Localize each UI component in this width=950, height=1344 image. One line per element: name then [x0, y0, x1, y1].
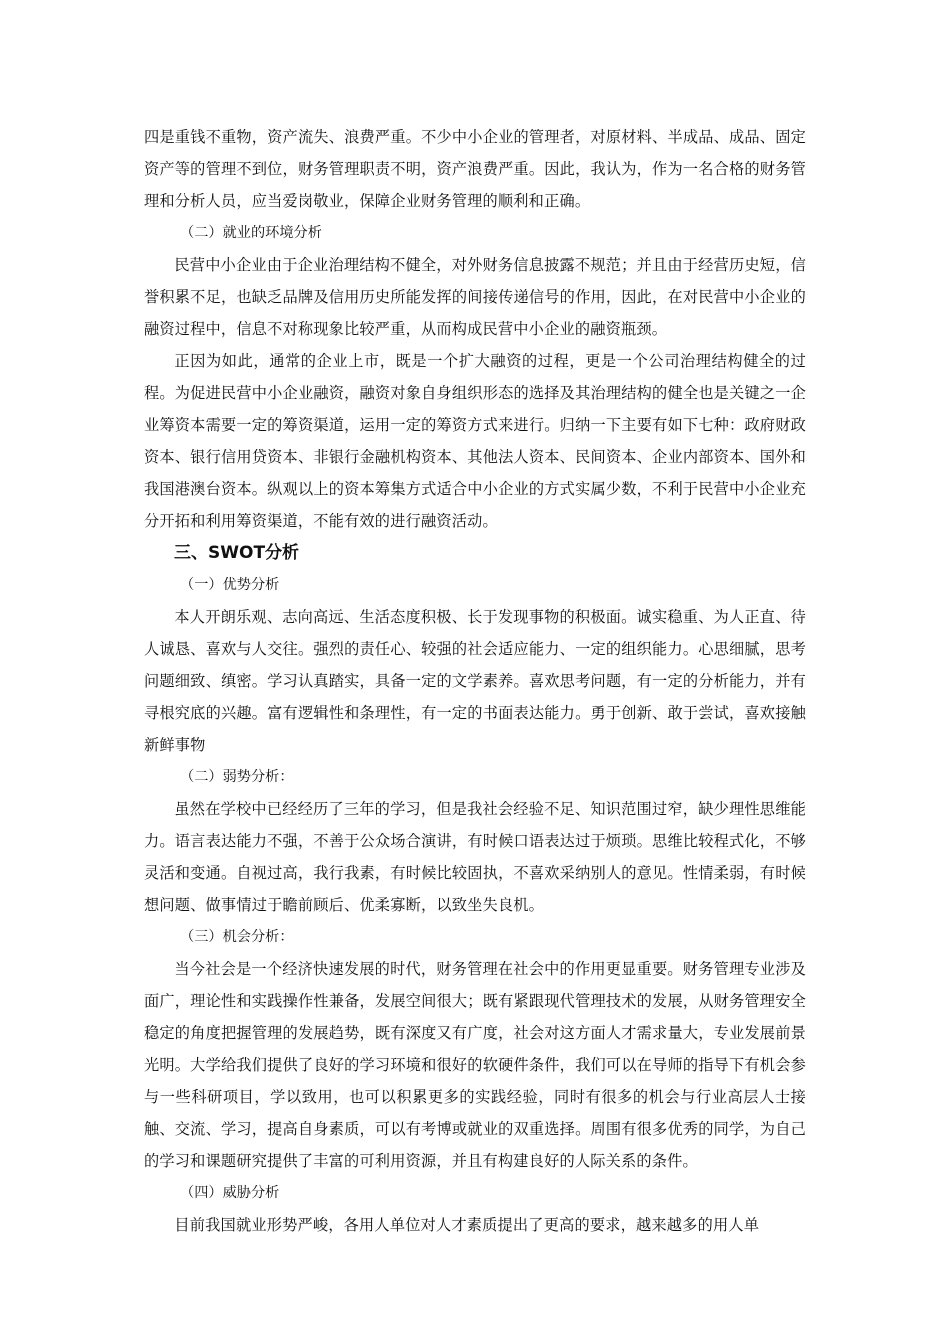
paragraph-financing-channels: 正因为如此，通常的企业上市，既是一个扩大融资的过程，更是一个公司治理结构健全的过程。为促进民营中小企业融资，融资对象自身组织形态的选择及其治理结构的健全也是关键之一企业筹资本需要一定的筹资渠道，运用一定的筹资方式来进行。归纳一下主要有如下七种：政府财政资本、银行信用贷资本、非银行金融机构资本、其他法人资本、民间资本、企业内部资本、国外和我国港澳台资本。纵观以上的资本筹集方式适合中小企业的方式实属少数，不利于民营中小企业充分开拓和利用筹资渠道，不能有效的进行融资活动。	[144, 352, 806, 530]
subheading-opportunities: （三）机会分析：	[180, 929, 294, 945]
subheading-threats: （四）威胁分析	[180, 1185, 280, 1201]
paragraph-financing-bottleneck: 民营中小企业由于企业治理结构不健全，对外财务信息披露不规范；并且由于经营历史短，信誉积累不足，也缺乏品牌及信用历史所能发挥的间接传递信号的作用，因此，在对民营中小企业的融资过程中，信息不对称现象比较严重，从而构成民营中小企业的融资瓶颈。	[144, 256, 806, 338]
section-heading-swot: 三、SWOT分析	[174, 543, 300, 563]
paragraph-opportunities: 当今社会是一个经济快速发展的时代，财务管理在社会中的作用更显重要。财务管理专业涉及面广，理论性和实践操作性兼备，发展空间很大；既有紧跟现代管理技术的发展，从财务管理安全稳定的角度把握管理的发展趋势，既有深度又有广度，社会对这方面人才需求量大，专业发展前景光明。大学给我们提供了良好的学习环境和很好的软硬件条件，我们可以在导师的指导下有机会参与一些科研项目，学以致用，也可以积累更多的实践经验，同时有很多的机会与行业高层人士接触、交流、学习，提高自身素质，可以有考博或就业的双重选择。周围有很多优秀的同学，为自己的学习和课题研究提供了丰富的可利用资源，并且有构建良好的人际关系的条件。	[144, 960, 806, 1170]
paragraph-weaknesses: 虽然在学校中已经经历了三年的学习，但是我社会经验不足、知识范围过窄，缺少理性思维能力。语言表达能力不强，不善于公众场合演讲，有时候口语表达过于烦琐。思维比较程式化，不够灵活和变通。自视过高，我行我素，有时候比较固执，不喜欢采纳别人的意见。性情柔弱，有时候想问题、做事情过于瞻前顾后、优柔寡断，以致坐失良机。	[144, 800, 806, 914]
paragraph-strengths: 本人开朗乐观、志向高远、生活态度积极、长于发现事物的积极面。诚实稳重、为人正直、待人诚恳、喜欢与人交往。强烈的责任心、较强的社会适应能力、一定的组织能力。心思细腻，思考问题细致、缜密。学习认真踏实，具备一定的文学素养。喜欢思考问题，有一定的分析能力，并有寻根究底的兴趣。富有逻辑性和条理性，有一定的书面表达能力。勇于创新、敢于尝试，喜欢接触新鲜事物	[144, 608, 806, 754]
subheading-employment-environment: （二）就业的环境分析	[180, 225, 322, 241]
subheading-weaknesses: （二）弱势分析：	[180, 769, 294, 785]
paragraph-threats: 目前我国就业形势严峻，各用人单位对人才素质提出了更高的要求，越来越多的用人单	[174, 1216, 760, 1234]
paragraph-asset-management: 四是重钱不重物，资产流失、浪费严重。不少中小企业的管理者，对原材料、半成品、成品、固定资产等的管理不到位，财务管理职责不明，资产浪费严重。因此，我认为，作为一名合格的财务管理和分析人员，应当爱岗敬业，保障企业财务管理的顺利和正确。	[144, 128, 806, 210]
document-page	[144, 121, 806, 1241]
subheading-strengths: （一）优势分析	[180, 577, 280, 593]
